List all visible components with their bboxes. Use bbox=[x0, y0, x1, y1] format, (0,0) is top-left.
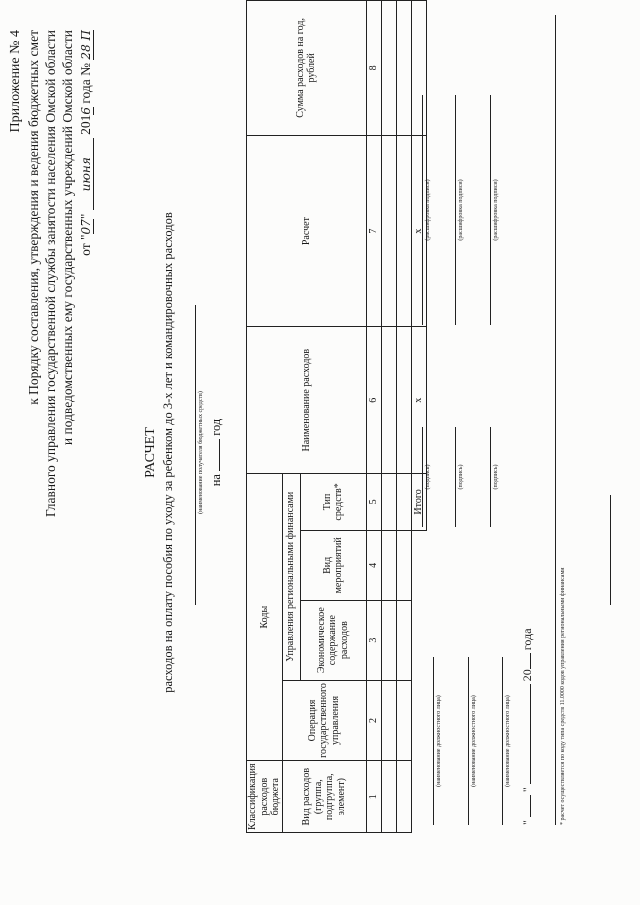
header-line-2: Главного управления государственной службы занятости населения Омской области bbox=[43, 30, 58, 518]
table-cell bbox=[396, 327, 411, 473]
col-number: 3 bbox=[366, 600, 381, 680]
classification-header: Классификация расходов бюджета bbox=[247, 761, 283, 833]
position-caption: (наименование должностного лица) bbox=[505, 695, 511, 787]
appendix-number: Приложение № 4 bbox=[8, 30, 23, 133]
decode-caption: (расшифровка подписи) bbox=[425, 179, 431, 241]
finance-header: Управления региональными финансами bbox=[282, 473, 300, 680]
period-line bbox=[209, 0, 224, 905]
blank-cell bbox=[411, 600, 426, 680]
table-cell bbox=[381, 1, 396, 136]
total-x-col6: х bbox=[411, 327, 426, 473]
header-line-1: к Порядку составления, утверждения и ведения бюджетных смет bbox=[26, 30, 41, 405]
table-cell bbox=[381, 135, 396, 327]
date-century: 20 bbox=[520, 669, 534, 682]
date-year-word: года bbox=[78, 79, 93, 104]
blank-cell bbox=[411, 530, 426, 600]
col-number: 6 bbox=[366, 327, 381, 473]
date-day-blank bbox=[530, 795, 531, 817]
date-year-prefix: 201 bbox=[78, 114, 93, 135]
date-year-blank bbox=[530, 653, 531, 669]
table-row bbox=[396, 1, 411, 833]
table-cell bbox=[396, 530, 411, 600]
col3-header: Экономическое содержание расходов bbox=[300, 600, 366, 680]
table-cell bbox=[396, 473, 411, 530]
date-month-blank bbox=[530, 684, 531, 784]
col8-header: Сумма расходов на год, рублей bbox=[247, 1, 367, 136]
header-line-3: и подведомственных ему государственных учреждений Омской области bbox=[60, 30, 75, 446]
signature-line bbox=[490, 427, 491, 527]
table-cell bbox=[396, 600, 411, 680]
col7-header: Расчет bbox=[247, 135, 367, 327]
date-word: года bbox=[520, 628, 534, 651]
table-cell bbox=[396, 680, 411, 761]
blank-cell bbox=[411, 761, 426, 833]
position-line bbox=[502, 657, 503, 825]
date-prefix: от " bbox=[78, 234, 93, 256]
date-month: июня bbox=[79, 138, 94, 210]
col6-header: Наименование расходов bbox=[247, 327, 367, 473]
signature-caption: (подпись) bbox=[458, 464, 464, 490]
bottom-stub-line bbox=[610, 495, 611, 605]
col2-header: Операция государственного управления bbox=[282, 680, 366, 761]
total-amount bbox=[411, 1, 426, 136]
total-label: Итого bbox=[411, 473, 426, 530]
period-year-blank bbox=[219, 439, 220, 471]
date-quote-close: " bbox=[520, 787, 534, 793]
col5-header: Тип средств* bbox=[300, 473, 366, 530]
recipient-line bbox=[195, 305, 196, 605]
codes-header: Коды bbox=[247, 473, 283, 761]
position-caption: (наименование должностного лица) bbox=[471, 695, 477, 787]
date-day: 07 bbox=[79, 219, 93, 235]
approval-date-line bbox=[78, 30, 94, 256]
number-sign: № bbox=[78, 62, 93, 76]
position-line bbox=[433, 657, 434, 825]
col-number: 5 bbox=[366, 473, 381, 530]
decode-line bbox=[490, 95, 491, 325]
period-prefix: на bbox=[209, 474, 223, 487]
col4-header: Вид мероприятий bbox=[300, 530, 366, 600]
table-cell bbox=[396, 135, 411, 327]
col-number: 7 bbox=[366, 135, 381, 327]
footnote-text: * расчет осуществляется по коду типа средств 11.0000 кодов управления региональными финансами bbox=[560, 567, 566, 825]
blank-cell bbox=[411, 680, 426, 761]
table-cell bbox=[381, 530, 396, 600]
table-cell bbox=[381, 473, 396, 530]
table-cell bbox=[381, 680, 396, 761]
signature-caption: (подпись) bbox=[425, 464, 431, 490]
signing-date-line bbox=[520, 628, 535, 825]
signature-line bbox=[422, 427, 423, 527]
col1-header: Вид расходов (группа, подгруппа, элемент) bbox=[282, 761, 366, 833]
total-x-col7: х bbox=[411, 135, 426, 327]
total-row bbox=[411, 1, 426, 833]
period-suffix: год bbox=[209, 418, 223, 436]
decode-line bbox=[422, 95, 423, 325]
decode-line bbox=[455, 95, 456, 325]
col-number: 4 bbox=[366, 530, 381, 600]
signature-line bbox=[455, 427, 456, 527]
col-number: 8 bbox=[366, 1, 381, 136]
table-cell bbox=[396, 1, 411, 136]
decode-caption: (расшифровка подписи) bbox=[458, 179, 464, 241]
table-cell bbox=[396, 761, 411, 833]
col-number: 2 bbox=[366, 680, 381, 761]
recipient-caption: (наименование получателя бюджетных средств) bbox=[198, 391, 204, 514]
calculation-table bbox=[246, 0, 427, 833]
col-number: 1 bbox=[366, 761, 381, 833]
date-quote: " bbox=[78, 213, 93, 220]
document-subtitle: расходов на оплату пособия по уходу за ребенком до 3-х лет и командировочных расходов bbox=[161, 212, 175, 693]
position-caption: (наименование должностного лица) bbox=[436, 695, 442, 787]
decode-caption: (расшифровка подписи) bbox=[493, 179, 499, 241]
date-year-suffix: 6 bbox=[79, 107, 93, 115]
date-quote-open: " bbox=[520, 820, 534, 825]
position-line bbox=[468, 657, 469, 825]
table-cell bbox=[381, 327, 396, 473]
footnote-separator bbox=[555, 15, 556, 825]
table-row bbox=[381, 1, 396, 833]
table-cell bbox=[381, 761, 396, 833]
signature-caption: (подпись) bbox=[493, 464, 499, 490]
table-cell bbox=[381, 600, 396, 680]
order-number: 28 П bbox=[79, 30, 93, 60]
document-title: РАСЧЕТ bbox=[143, 427, 158, 478]
